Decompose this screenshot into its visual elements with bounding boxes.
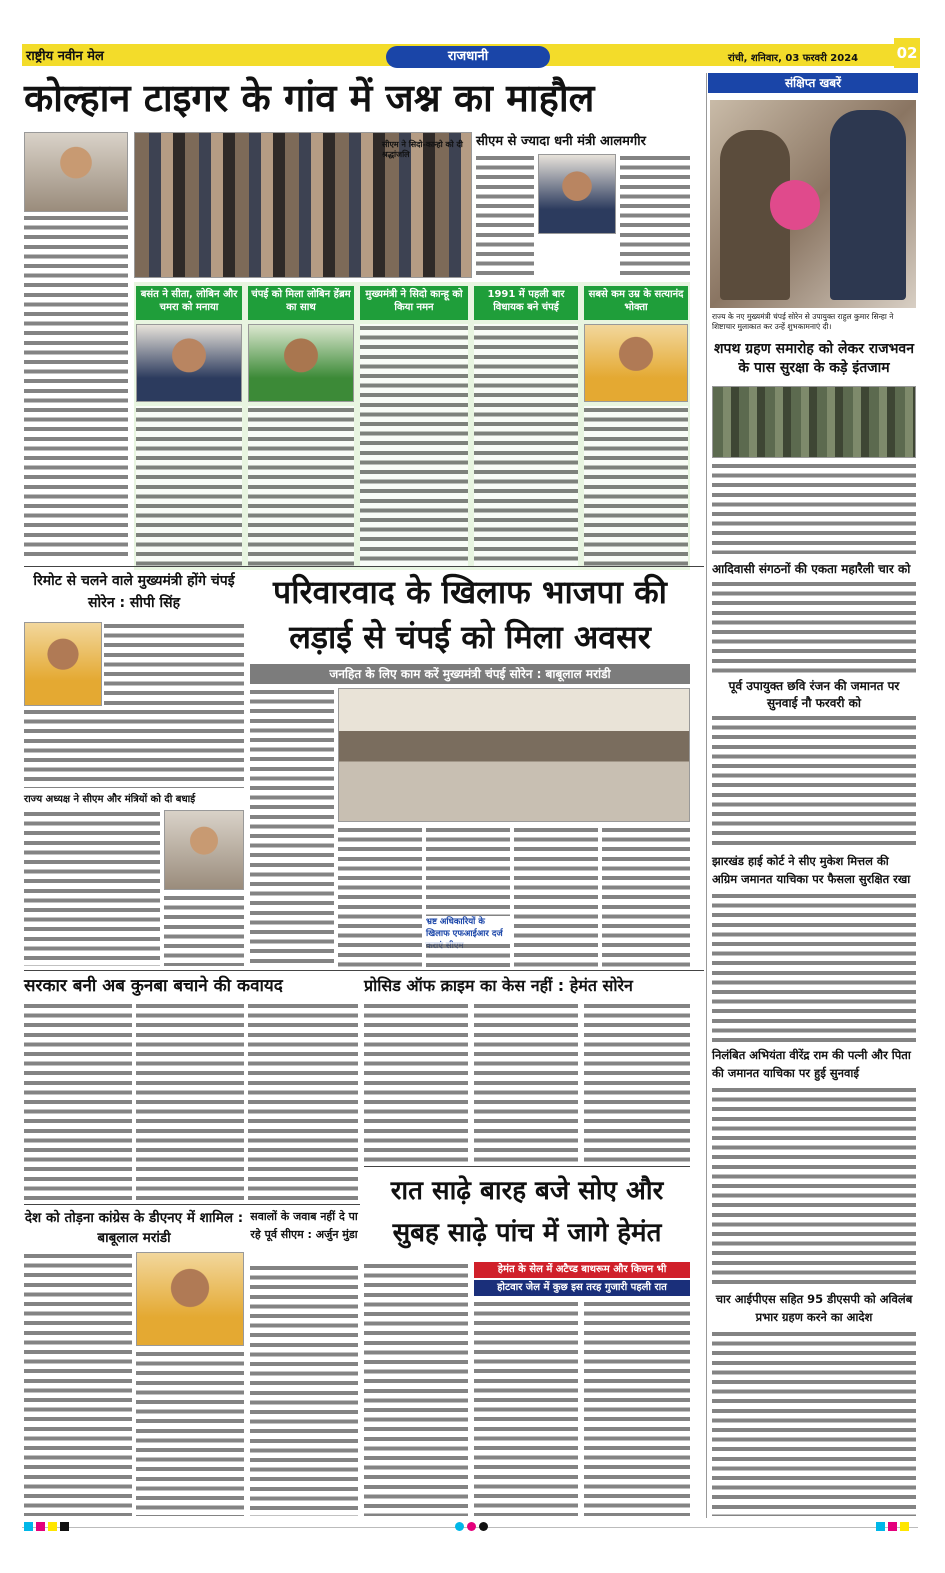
marandi-portrait	[136, 1252, 244, 1346]
basant-portrait	[136, 324, 242, 402]
cp-singh-portrait	[24, 622, 102, 706]
alamgir-headline: सीएम से ज्यादा धनी मंत्री आलमगीर	[476, 134, 646, 149]
raat-navy-banner: होटवार जेल में कुछ इस तरह गुजारी पहली रात	[474, 1280, 690, 1296]
proceeds-body-1	[364, 1002, 468, 1162]
alamgir-body-left	[476, 154, 534, 278]
parivarvad-body-5	[514, 826, 598, 968]
person-figure	[830, 110, 906, 300]
proceeds-headline: प्रोसिड ऑफ क्राइम का केस नहीं : हेमंत सोरेन	[364, 976, 633, 995]
sidebar-story-5-title: निलंबित अभियंता वीरेंद्र राम की पत्नी और पिता की जमानत याचिका पर हुई सुनवाई	[712, 1048, 911, 1080]
subhead-1991: 1991 में पहली बार विधायक बने चंपई	[474, 286, 578, 320]
newspaper-name: राष्ट्रीय नवीन मेल	[26, 49, 104, 64]
sidebar-story-6-body	[712, 1330, 916, 1516]
registration-mark	[467, 1522, 476, 1531]
bouquet	[770, 180, 820, 230]
arjun-body	[250, 1264, 358, 1516]
sido-kanhu-body	[360, 324, 468, 566]
color-swatch	[876, 1522, 885, 1531]
desh-body-2	[136, 1350, 244, 1516]
lobin-body	[248, 406, 354, 566]
section-rule	[24, 566, 704, 567]
alamgir-portrait	[538, 154, 616, 234]
parivarvad-body-3	[426, 826, 510, 916]
sidebar-story-4-title: झारखंड हाई कोर्ट ने सीए मुकेश मित्तल की अग्रिम जमानत याचिका पर फैसला सुरक्षित रखा	[712, 854, 911, 886]
sidebar-story-5-body	[712, 1086, 916, 1286]
raat-red-banner: हेमंत के सेल में अटैच्ड बाथरूम और किचन भी	[474, 1262, 690, 1278]
sidebar-story-1-title: शपथ ग्रहण समारोह को लेकर राजभवन के पास सुरक्षा के कड़े इंतजाम	[714, 341, 914, 376]
proceeds-body-2	[474, 1002, 578, 1162]
arjun-headline: सवालों के जवाब नहीं दे पा रहे पूर्व सीएम : अर्जुन मुंडा	[250, 1210, 358, 1241]
parivarvad-body-2	[338, 826, 422, 968]
raat-headline: रात साढ़े बारह बजे सोए और सुबह साढ़े पांच में जागे हेमंत	[390, 1176, 664, 1248]
governor-portrait	[164, 810, 244, 890]
corrupt-officers-subhead: भ्रष्ट अधिकारियों के खिलाफ एफआईआर दर्ज	[426, 917, 503, 939]
raat-body-1	[364, 1262, 468, 1516]
subhead-lobin: चंपई को मिला लोबिन हेंब्रम का साथ	[248, 286, 354, 320]
satyanand-portrait	[584, 324, 688, 402]
remote-body-bottom	[24, 708, 244, 788]
lobin-portrait	[248, 324, 354, 402]
parivarvad-body-4	[426, 942, 510, 968]
section-tag: राजधानी	[386, 46, 550, 68]
page-number: 02	[894, 38, 920, 68]
sidebar-story-3-title: पूर्व उपायुक्त छवि रंजन की जमानत पर सुनवाई नौ फरवरी को	[728, 679, 900, 710]
color-swatch	[36, 1522, 45, 1531]
subhead-sido-kanhu: मुख्यमंत्री ने सिदो कान्हू को किया नमन	[360, 286, 468, 320]
police-photo	[712, 386, 916, 458]
sidebar-story-3-body	[712, 714, 916, 848]
subhead-basant: बसंत ने सीता, लोबिन और चमरा को मनाया	[136, 286, 242, 320]
remote-headline: रिमोट से चलने वाले मुख्यमंत्री होंगे चंपई सोरेन : सीपी सिंह	[33, 573, 235, 611]
governor-headline: राज्य अध्यक्ष ने सीएम और मंत्रियों को दी बधाई	[24, 794, 196, 805]
remote-body-right	[104, 622, 244, 706]
sidebar-story-2-body	[712, 580, 916, 676]
basant-body	[136, 406, 242, 566]
color-swatch	[888, 1522, 897, 1531]
raat-body-3	[584, 1300, 690, 1516]
section-rule	[24, 1204, 360, 1205]
sarkar-body-3	[248, 1002, 358, 1200]
alamgir-body-right	[620, 154, 690, 278]
parivarvad-kicker: जनहित के लिए काम करें मुख्यमंत्री चंपई सोरेन : बाबूलाल मरांडी	[250, 664, 690, 684]
proceeds-body-3	[584, 1002, 690, 1162]
raat-body-2	[474, 1300, 578, 1516]
registration-mark	[455, 1522, 464, 1531]
column-rule	[706, 73, 707, 1518]
parivarvad-headline: परिवारवाद के खिलाफ भाजपा की लड़ाई से चंपई को मिला अवसर	[273, 573, 667, 656]
sidebar-story-4-body	[712, 892, 916, 1042]
color-swatch	[48, 1522, 57, 1531]
color-swatch	[24, 1522, 33, 1531]
governor-body-2	[164, 894, 244, 966]
parivarvad-body-6	[602, 826, 690, 968]
sidebar-photo	[710, 100, 916, 308]
main-headline: कोल्हान टाइगर के गांव में जश्न का माहौल	[24, 76, 595, 120]
champai-portrait	[24, 132, 128, 212]
governor-body	[24, 810, 160, 966]
subhead-satyanand: सबसे कम उम्र के सत्यानंद भोक्ता	[584, 286, 688, 320]
lead-story-body	[24, 214, 128, 558]
sidebar-story-1-body	[712, 462, 916, 554]
sarkar-body-2	[136, 1002, 244, 1200]
sarkar-body-1	[24, 1002, 132, 1200]
color-swatch	[900, 1522, 909, 1531]
dateline: रांची, शनिवार, 03 फरवरी 2024	[728, 53, 859, 64]
registration-mark	[479, 1522, 488, 1531]
section-rule	[24, 970, 704, 971]
sidebar-story-2-title: आदिवासी संगठनों की एकता महारैली चार को	[712, 562, 911, 576]
sarkar-headline: सरकार बनी अब कुनबा बचाने की कवायद	[24, 976, 283, 996]
bjp-meeting-photo	[338, 688, 690, 822]
satyanand-body	[584, 406, 688, 566]
color-swatch	[60, 1522, 69, 1531]
section-rule	[364, 1166, 690, 1167]
desh-headline: देश को तोड़ना कांग्रेस के डीएनए में शामिल : बाबूलाल मरांडी	[24, 1210, 244, 1246]
desh-body-1	[24, 1252, 132, 1516]
1991-body	[474, 324, 578, 566]
sidebar-photo-caption: राज्य के नए मुख्यमंत्री चंपई सोरेन से उपायुक्त राहुल कुमार सिन्हा ने शिष्टाचार मुलाकात कर उन्हें शुभकामनाएं दी।	[712, 312, 894, 331]
parivarvad-body-1	[250, 688, 334, 968]
tribute-photo-caption: सीएम ने सिदो-कान्हो को दी श्रद्धांजलि	[382, 140, 463, 159]
sidebar-header: संक्षिप्त खबरें	[708, 73, 918, 93]
sidebar-story-6-title: चार आईपीएस सहित 95 डीएसपी को अविलंब प्रभार ग्रहण करने का आदेश	[715, 1292, 913, 1324]
